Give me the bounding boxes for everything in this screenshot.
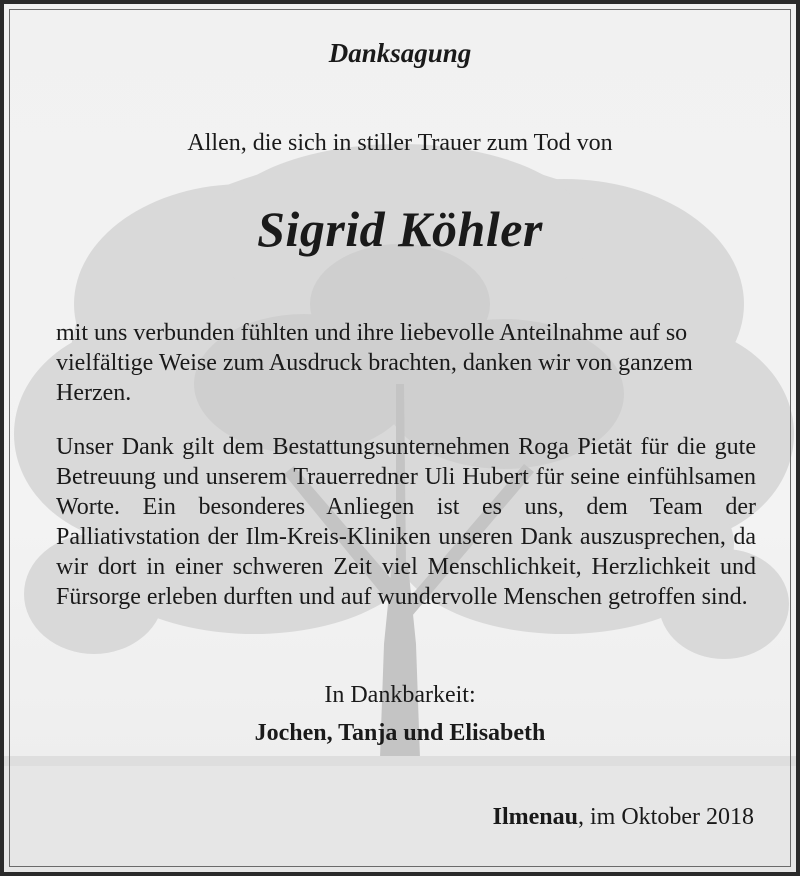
notice-heading: Danksagung bbox=[328, 38, 472, 68]
date-text: , im Oktober 2018 bbox=[578, 804, 754, 830]
intro-line: Allen, die sich in stiller Trauer zum Tod von bbox=[187, 130, 613, 156]
place-and-date bbox=[493, 804, 754, 831]
place-name: Ilmenau bbox=[492, 804, 579, 830]
closing-line: In Dankbarkeit: bbox=[324, 682, 476, 708]
paragraph-thanks: Unser Dank gilt dem Bestattungsunternehmen Roga Pietät für die gute Betreuung und unserem Trauerredner Uli Hubert für seine einfühlsamen Worte. Ein besonderes Anliegen ist es uns, dem Team der Palliativstation der Ilm-Kreis-Kliniken unseren Dank auszusprechen, da wir dort in einer schweren Zeit viel Menschlichkeit, Herzlichkeit und Fürsorge erleben durften und auf wundervolle Menschen getroffen sind. bbox=[56, 434, 756, 610]
deceased-name: Sigrid Köhler bbox=[257, 201, 543, 257]
signatories: Jochen, Tanja und Elisabeth bbox=[254, 720, 546, 746]
paragraph-condolence: mit uns verbunden fühlten und ihre liebevolle Anteilnahme auf so vielfältige Weise zum Ausdruck brachten, danken wir von ganzem Herzen. bbox=[56, 320, 693, 406]
